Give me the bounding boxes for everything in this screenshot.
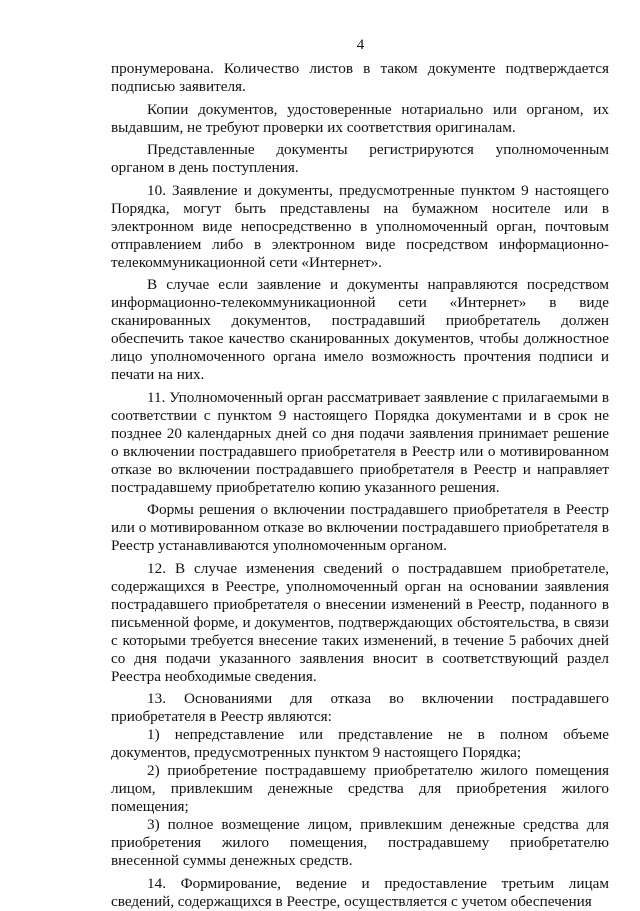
list-item-ground-2: 2) приобретение пострадавшему приобретателю жилого помещения лицом, привлекшим денежные средства для приобретения жилого помещения; [111, 762, 609, 815]
page-number: 4 [356, 37, 365, 53]
list-item-ground-1: 1) непредставление или представление не в полном объеме документов, предусмотренных пунктом 9 настоящего Порядка; [111, 726, 609, 761]
paragraph-continuation: пронумерована. Количество листов в таком документе подтверждается подписью заявителя. [111, 60, 609, 95]
list-item-ground-3: 3) полное возмещение лицом, привлекшим денежные средства для приобретения жилого помещения, пострадавшему приобретателю внесенной суммы денежных средств. [111, 816, 609, 869]
paragraph-decision-forms: Формы решения о включении пострадавшего приобретателя в Реестр или о мотивированном отказе во включении пострадавшего приобретателя в Реестр устанавливаются уполномоченным органом. [111, 501, 609, 554]
paragraph-registration: Представленные документы регистрируются уполномоченным органом в день поступления. [111, 141, 609, 176]
paragraph-internet-scans: В случае если заявление и документы направляются посредством информационно-телекоммуникационной сети «Интернет» в виде сканированных документов, пострадавший приобретатель должен обеспечить такое качество сканированных документов, чтобы должностное лицо уполномоченного органа имело возможность прочтения подписи и печати на них. [111, 276, 609, 383]
paragraph-copies: Копии документов, удостоверенные нотариально или органом, их выдавшим, не требуют проверки их соответствия оригиналам. [111, 100, 609, 136]
paragraph-item-13: 13. Основаниями для отказа во включении пострадавшего приобретателя в Реестр являются: [111, 690, 609, 725]
paragraph-item-11: 11. Уполномоченный орган рассматривает заявление с прилагаемыми в соответствии с пунктом 9 настоящего Порядка документами и в срок не позднее 20 календарных дней со дня подачи заявления принимает решение о включении пострадавшего приобретателя в Реестр или о мотивированном отказе во включении пострадавшего приобретателя в Реестр и направляет пострадавшему приобретателю копию указанного решения. [111, 388, 609, 496]
paragraph-item-10: 10. Заявление и документы, предусмотренные пунктом 9 настоящего Порядка, могут быть представлены на бумажном носителе или в электронном виде непосредственно в уполномоченный орган, почтовым отправлением либо в электронном виде посредством информационно-телекоммуникационной сети «Интернет». [111, 181, 609, 271]
paragraph-item-12: 12. В случае изменения сведений о пострадавшем приобретателе, содержащихся в Реестре, уполномоченный орган на основании заявления пострадавшего приобретателя о внесении изменений в Реестр, поданного в письменной форме, и документов, подтверждающих обстоятельства, в связи с которыми требуется внесение таких изменений, в течение 5 рабочих дней со дня подачи указанного заявления вносит в соответствующий раздел Реестра необходимые сведения. [111, 559, 609, 685]
paragraph-item-14: 14. Формирование, ведение и предоставление третьим лицам сведений, содержащихся в Реестре, осуществляется с учетом обеспечения [111, 874, 609, 910]
document-body [111, 60, 609, 911]
